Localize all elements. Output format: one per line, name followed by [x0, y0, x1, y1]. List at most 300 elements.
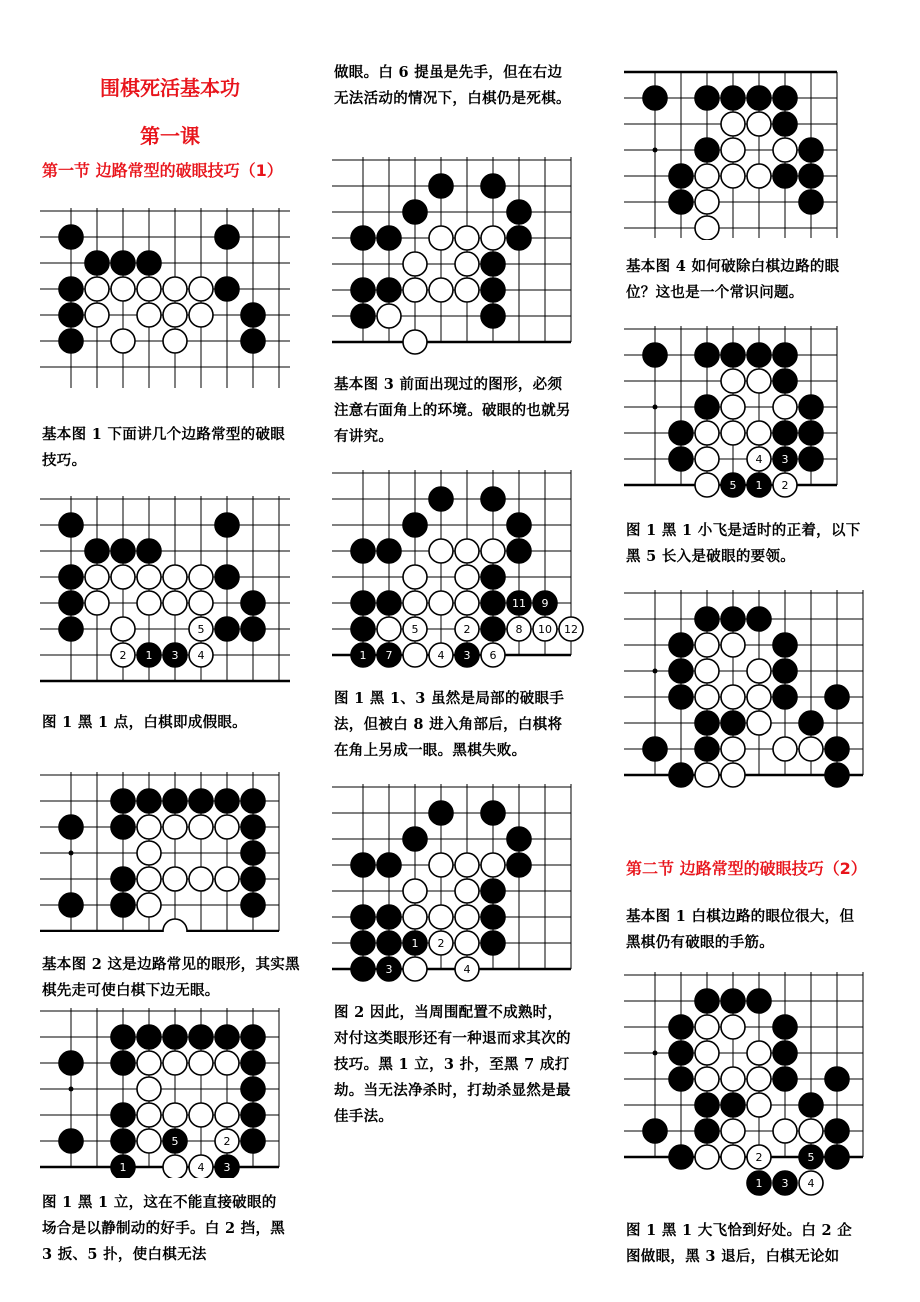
black-stone: [481, 487, 505, 511]
white-stone-2: [111, 643, 135, 667]
white-stone: [137, 867, 161, 891]
caption-figure-1b: 图 1 黑 1 立，这在不能直接破眼的场合是以静制动的好手。白 2 挡，黑 3 扳、5 扑，使白棋无法: [42, 1194, 286, 1263]
white-stone-2: [747, 1145, 771, 1169]
white-stone-4: [189, 643, 213, 667]
white-stone: [721, 421, 745, 445]
white-stone: [111, 617, 135, 641]
black-stone: [215, 565, 239, 589]
black-stone: [695, 343, 719, 367]
black-stone: [799, 1093, 823, 1117]
go-board-basic-4: [624, 60, 874, 240]
white-stone: [695, 216, 719, 240]
black-stone: [799, 190, 823, 214]
black-stone: [163, 1025, 187, 1049]
black-stone: [111, 893, 135, 917]
black-stone: [481, 931, 505, 955]
white-stone-4: [455, 957, 479, 981]
white-stone: [481, 539, 505, 563]
white-stone: [721, 1015, 745, 1039]
black-stone: [773, 86, 797, 110]
black-stone: [481, 879, 505, 903]
black-stone: [137, 789, 161, 813]
white-stone: [137, 277, 161, 301]
black-stone: [377, 905, 401, 929]
black-stone: [59, 1129, 83, 1153]
move-number: 1: [145, 649, 153, 662]
white-stone: [85, 565, 109, 589]
white-stone: [137, 1077, 161, 1101]
move-number: 5: [807, 1151, 815, 1164]
black-stone-3: [377, 957, 401, 981]
black-stone: [241, 1077, 265, 1101]
black-stone: [695, 86, 719, 110]
black-stone: [241, 1051, 265, 1075]
white-stone: [429, 853, 453, 877]
white-stone: [721, 369, 745, 393]
move-number: 5: [411, 623, 419, 636]
white-stone: [695, 1015, 719, 1039]
black-stone: [429, 174, 453, 198]
white-stone: [455, 252, 479, 276]
white-stone: [721, 737, 745, 761]
black-stone: [241, 591, 265, 615]
black-stone: [773, 343, 797, 367]
move-number: 1: [755, 1177, 763, 1190]
white-stone-4: [799, 1171, 823, 1195]
black-stone: [773, 112, 797, 136]
black-stone: [507, 539, 531, 563]
black-stone: [669, 685, 693, 709]
black-stone: [643, 1119, 667, 1143]
white-stone: [455, 931, 479, 955]
white-stone: [721, 763, 745, 787]
black-stone: [111, 867, 135, 891]
white-stone: [137, 1103, 161, 1127]
white-stone: [747, 659, 771, 683]
black-stone: [721, 86, 745, 110]
black-stone: [825, 1145, 849, 1169]
move-number: 4: [807, 1177, 815, 1190]
black-stone: [111, 1025, 135, 1049]
white-stone: [403, 565, 427, 589]
white-stone: [773, 1119, 797, 1143]
white-stone: [695, 659, 719, 683]
lesson-title: 第一课: [140, 124, 200, 148]
black-stone-7: [377, 643, 401, 667]
black-stone: [215, 277, 239, 301]
white-stone: [137, 1051, 161, 1075]
move-number: 5: [197, 623, 205, 636]
black-stone: [111, 789, 135, 813]
black-stone: [59, 303, 83, 327]
black-stone: [695, 711, 719, 735]
black-stone: [643, 86, 667, 110]
black-stone: [189, 1025, 213, 1049]
black-stone: [747, 86, 771, 110]
black-stone-3: [215, 1155, 239, 1178]
move-number: 3: [463, 649, 471, 662]
go-board-basic-3: [332, 157, 582, 357]
black-stone: [59, 277, 83, 301]
white-stone-5: [403, 617, 427, 641]
caption-basic-2: 基本图 2 这是边路常见的眼形，其实黑棋先走可使白棋下边无眼。: [42, 956, 300, 999]
black-stone: [481, 801, 505, 825]
white-stone: [799, 1119, 823, 1143]
white-stone: [137, 815, 161, 839]
white-stone: [695, 633, 719, 657]
white-stone: [215, 867, 239, 891]
go-board-figure-2: [332, 784, 582, 989]
black-stone: [59, 1051, 83, 1075]
black-stone: [377, 278, 401, 302]
black-stone-3: [455, 643, 479, 667]
black-stone: [799, 138, 823, 162]
black-stone: [825, 737, 849, 761]
go-board-section2-figure-1: [624, 972, 874, 1207]
white-stone-8: [507, 617, 531, 641]
black-stone: [241, 893, 265, 917]
caption-figure-1a: 图 1 黑 1 点，白棋即成假眼。: [42, 714, 247, 731]
black-stone: [85, 539, 109, 563]
white-stone: [747, 1041, 771, 1065]
white-stone: [747, 1093, 771, 1117]
black-stone: [377, 853, 401, 877]
caption-figure-1c: 图 1 黑 1、3 虽然是局部的破眼手法，但被白 8 进入角部后，白棋将在角上另成一眼。黑棋失败。: [334, 690, 565, 759]
white-stone: [721, 112, 745, 136]
white-stone: [163, 329, 187, 353]
white-stone: [455, 853, 479, 877]
black-stone: [799, 164, 823, 188]
white-stone: [189, 591, 213, 615]
section-1-title: 第一节 边路常型的破眼技巧（1）: [42, 161, 283, 180]
black-stone: [825, 685, 849, 709]
move-number: 1: [755, 479, 763, 492]
white-stone: [377, 617, 401, 641]
black-stone: [773, 685, 797, 709]
black-stone: [377, 931, 401, 955]
white-stone: [189, 565, 213, 589]
move-number: 2: [119, 649, 127, 662]
black-stone: [403, 827, 427, 851]
caption-figure-1d: 图 1 黑 1 小飞是适时的正着，以下黑 5 长入是破眼的要领。: [626, 522, 861, 565]
white-stone: [403, 905, 427, 929]
black-stone: [351, 278, 375, 302]
black-stone: [669, 1041, 693, 1065]
black-stone: [403, 513, 427, 537]
black-stone: [429, 801, 453, 825]
move-number: 1: [411, 937, 419, 950]
move-number: 3: [781, 1177, 789, 1190]
black-stone: [241, 1025, 265, 1049]
black-stone: [669, 1145, 693, 1169]
go-board-figure-1a: [40, 496, 290, 696]
black-stone: [215, 617, 239, 641]
black-stone: [799, 421, 823, 445]
black-stone-1: [747, 1171, 771, 1195]
caption-section2-basic-1: 基本图 1 白棋边路的眼位很大，但黑棋仍有破眼的手筋。: [626, 908, 855, 951]
white-stone: [747, 164, 771, 188]
black-stone: [481, 278, 505, 302]
white-stone: [403, 643, 427, 667]
black-stone: [377, 539, 401, 563]
black-stone-5: [721, 473, 745, 497]
black-stone: [773, 1015, 797, 1039]
black-stone: [137, 1025, 161, 1049]
black-stone: [351, 304, 375, 328]
black-stone-11: [507, 591, 531, 615]
move-number: 2: [437, 937, 445, 950]
black-stone: [721, 607, 745, 631]
black-stone: [241, 617, 265, 641]
black-stone: [351, 957, 375, 981]
white-stone: [481, 226, 505, 250]
black-stone: [351, 905, 375, 929]
black-stone: [669, 1015, 693, 1039]
white-stone: [695, 763, 719, 787]
white-stone: [189, 303, 213, 327]
black-stone: [241, 329, 265, 353]
white-stone: [773, 737, 797, 761]
black-stone: [111, 1051, 135, 1075]
black-stone: [773, 1067, 797, 1091]
black-stone: [773, 633, 797, 657]
black-stone: [59, 565, 83, 589]
black-stone: [215, 513, 239, 537]
white-stone: [695, 1145, 719, 1169]
black-stone: [403, 200, 427, 224]
white-stone: [85, 591, 109, 615]
black-stone: [721, 711, 745, 735]
white-stone: [215, 815, 239, 839]
go-board-figure-1b: [40, 1008, 290, 1178]
black-stone: [59, 893, 83, 917]
white-stone: [163, 867, 187, 891]
white-stone: [721, 1067, 745, 1091]
white-stone: [695, 421, 719, 445]
black-stone: [507, 226, 531, 250]
white-stone: [163, 815, 187, 839]
black-stone-3: [163, 643, 187, 667]
white-stone: [163, 277, 187, 301]
black-stone: [59, 815, 83, 839]
white-stone: [137, 303, 161, 327]
black-stone: [111, 251, 135, 275]
move-number: 6: [489, 649, 497, 662]
white-stone: [163, 303, 187, 327]
black-stone: [481, 304, 505, 328]
white-stone: [429, 539, 453, 563]
black-stone: [241, 789, 265, 813]
black-stone: [507, 827, 531, 851]
black-stone: [111, 1103, 135, 1127]
black-stone: [215, 225, 239, 249]
move-number: 3: [385, 963, 393, 976]
go-board-basic-2: [40, 772, 290, 932]
black-stone: [59, 617, 83, 641]
black-stone-1: [137, 643, 161, 667]
black-stone: [481, 174, 505, 198]
black-stone: [799, 395, 823, 419]
white-stone: [455, 905, 479, 929]
black-stone: [137, 251, 161, 275]
black-stone: [669, 659, 693, 683]
black-stone: [669, 1067, 693, 1091]
white-stone: [695, 473, 719, 497]
move-number: 4: [755, 453, 763, 466]
white-stone: [455, 879, 479, 903]
white-stone: [137, 841, 161, 865]
black-stone: [351, 539, 375, 563]
go-board-basic-1: [40, 208, 290, 388]
move-number: 11: [512, 597, 526, 610]
black-stone: [669, 190, 693, 214]
go-board-figure-1d: [624, 326, 874, 506]
black-stone: [669, 164, 693, 188]
white-stone: [747, 685, 771, 709]
black-stone: [137, 539, 161, 563]
white-stone: [721, 685, 745, 709]
black-stone-1: [111, 1155, 135, 1178]
black-stone: [481, 591, 505, 615]
white-stone: [403, 591, 427, 615]
white-stone: [695, 190, 719, 214]
move-number: 2: [463, 623, 471, 636]
black-stone: [59, 513, 83, 537]
white-stone: [773, 395, 797, 419]
white-stone: [189, 867, 213, 891]
white-stone: [773, 138, 797, 162]
black-stone: [481, 905, 505, 929]
white-stone-2: [455, 617, 479, 641]
caption-basic-3: 基本图 3 前面出现过的图形，必须注意右面角上的环境。破眼的也就另有讲究。: [334, 376, 571, 445]
move-number: 1: [119, 1161, 127, 1174]
go-board-section2-basic-1: [624, 590, 874, 810]
move-number: 3: [171, 649, 179, 662]
white-stone: [429, 591, 453, 615]
move-number: 12: [564, 623, 578, 636]
white-stone: [163, 1155, 187, 1178]
white-stone: [137, 565, 161, 589]
white-stone: [137, 893, 161, 917]
black-stone: [507, 853, 531, 877]
black-stone: [669, 763, 693, 787]
white-stone: [111, 329, 135, 353]
white-stone: [455, 539, 479, 563]
white-stone: [721, 164, 745, 188]
black-stone: [59, 591, 83, 615]
black-stone: [695, 737, 719, 761]
page-title: 围棋死活基本功: [100, 76, 240, 100]
move-number: 4: [437, 649, 445, 662]
white-stone: [111, 277, 135, 301]
black-stone: [215, 1025, 239, 1049]
black-stone: [643, 343, 667, 367]
black-stone: [773, 1041, 797, 1065]
white-stone: [455, 565, 479, 589]
black-stone: [241, 1129, 265, 1153]
white-stone: [695, 1067, 719, 1091]
move-number: 5: [171, 1135, 179, 1148]
white-stone: [163, 1051, 187, 1075]
move-number: 4: [197, 649, 205, 662]
white-stone: [481, 853, 505, 877]
white-stone: [377, 304, 401, 328]
black-stone: [59, 225, 83, 249]
white-stone: [85, 277, 109, 301]
black-stone-3: [773, 1171, 797, 1195]
black-stone-1: [747, 473, 771, 497]
black-stone: [351, 591, 375, 615]
move-number: 4: [463, 963, 471, 976]
black-stone: [825, 1067, 849, 1091]
white-stone: [189, 277, 213, 301]
black-stone: [351, 617, 375, 641]
black-stone: [241, 815, 265, 839]
white-stone-5: [189, 617, 213, 641]
white-stone: [163, 1103, 187, 1127]
black-stone: [695, 989, 719, 1013]
black-stone: [215, 789, 239, 813]
white-stone-12: [559, 617, 583, 641]
white-stone: [695, 685, 719, 709]
black-stone: [85, 251, 109, 275]
white-stone: [429, 278, 453, 302]
move-number: 4: [197, 1161, 205, 1174]
move-number: 7: [385, 649, 393, 662]
black-stone: [669, 633, 693, 657]
caption-basic-4: 基本图 4 如何破除白棋边路的眼位？这也是一个常识问题。: [626, 258, 840, 301]
black-stone: [747, 989, 771, 1013]
black-stone: [111, 815, 135, 839]
black-stone: [351, 226, 375, 250]
white-stone-6: [481, 643, 505, 667]
white-stone: [747, 1067, 771, 1091]
white-stone: [747, 421, 771, 445]
white-stone: [721, 1119, 745, 1143]
white-stone: [111, 565, 135, 589]
black-stone-9: [533, 591, 557, 615]
black-stone: [481, 617, 505, 641]
black-stone: [799, 711, 823, 735]
caption-section2-figure-1: 图 1 黑 1 大飞恰到好处。白 2 企图做眼，黑 3 退后，白棋无论如: [626, 1222, 853, 1265]
black-stone: [643, 737, 667, 761]
white-stone: [747, 711, 771, 735]
white-stone: [189, 1051, 213, 1075]
black-stone: [747, 343, 771, 367]
black-stone: [507, 200, 531, 224]
white-stone: [137, 1129, 161, 1153]
caption-basic-1: 基本图 1 下面讲几个边路常型的破眼技巧。: [42, 426, 286, 469]
white-stone-2: [215, 1129, 239, 1153]
black-stone: [377, 591, 401, 615]
white-stone: [721, 395, 745, 419]
white-stone: [163, 591, 187, 615]
move-number: 3: [781, 453, 789, 466]
white-stone: [85, 303, 109, 327]
white-stone: [215, 1103, 239, 1127]
move-number: 2: [223, 1135, 231, 1148]
white-stone-10: [533, 617, 557, 641]
black-stone: [351, 853, 375, 877]
white-stone: [429, 226, 453, 250]
black-stone: [481, 565, 505, 589]
black-stone: [507, 513, 531, 537]
white-stone-2: [429, 931, 453, 955]
black-stone: [721, 1093, 745, 1117]
white-stone: [403, 957, 427, 981]
white-stone: [403, 278, 427, 302]
black-stone: [241, 1103, 265, 1127]
